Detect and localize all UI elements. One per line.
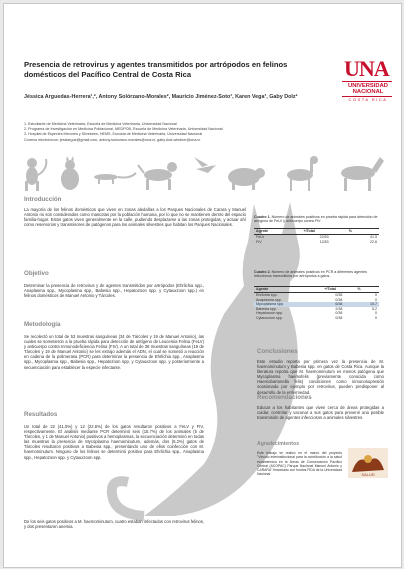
results-heading: Resultados: [24, 411, 58, 418]
table2-cell: Anaplasma spp.: [256, 297, 282, 302]
conclusions-text: Este estudio reporta por primera vez la presencia de M. haemominutum y Babesia spp. en gatos de Costa Rica. Aunque la literatura reporta que M. haemominutum es menos patógena que Mycoplasma haemofelis (previamente conocida como Haemobartonella felis) condiciones como inmunosupresión ocasionada por ejemplo por retrovirus, pueden predisponer al desarrollo de la enfermedad.: [257, 359, 384, 395]
methodology-heading: Metodología: [24, 321, 61, 328]
table1-cell: 22/53: [319, 235, 329, 240]
monkey-silhouette: [25, 158, 46, 191]
logo-rule-top: [342, 81, 392, 82]
table2-cell: 0: [375, 297, 377, 302]
deer-silhouette: [287, 156, 318, 191]
table1-cell: FIV: [256, 239, 262, 244]
table2-cell: Ehrlichia spp.: [256, 293, 278, 298]
table1-cell: 12/53: [319, 239, 329, 244]
logo-name-line1: UNIVERSIDAD: [348, 83, 388, 89]
table2-cell: 0/38: [335, 311, 343, 316]
table-row: [254, 239, 379, 244]
affiliation-list: [24, 122, 324, 143]
table2-cell: 5.2: [372, 306, 377, 311]
methodology-text: Se recolectó un total de 53 muestras sanguíneas (34 de Tárcoles y 19 de Manuel Antonio), las cuales se sometieron a la prueba rápida para detección de antígeno de Leucemia Felina (FeLV) y anticuerpo contra Inmunodeficiencia Felina (FIV). A un total de 38 muestras sanguíneas (19 de Tárcoles y 19 de Manuel Antonio) se les extrajo además el ADN, el cual se sometió a reacción en cadena de la polimerasa (PCR) para determinar la presencia de Ehrlichia spp., Anaplasma spp., Mycoplasma spp., Babesia spp., Hepatozoon spp. y Cytauxzoon spp. y posteriormente a secuenciación para establecer la especie infectante.: [24, 334, 204, 370]
results-text: Un total de 22 (41.5%) y 12 (22.6%) de los gatos resultaron positivos a FeLV y FIV, respectivamente. El análisis mediante PCR determinó seis (15.7%) de los animales (5 de Tárcoles, y 1 de Manuel Antonio) positivos a hemoplasmas, la secuenciación determinó en todas las muestras la presencia de Mycoplasma haemominutum, además, dos (5.2%) gatos de Tárcoles resultaron positivos a Babesia spp., presentando uno de ellos coinfección con M. haemominutum. Ninguno de los felinos se determinó positivo para Ehrlichia spp., Anaplasma spp., Hepatozoon spp. y Cytauxzoon spp.: [24, 424, 204, 460]
recommendations-text: Educar a los habitantes que viven cerca de áreas protegidas a cuidar, controlar y vacunar a sus gatos para prevenir una posible transmisión de agentes infecciosos a animales silvestres.: [257, 405, 384, 421]
table2-cell: 15.7: [355, 302, 379, 307]
affiliation-2: 2. Programa de Investigación en Medicina Poblacional, MEDPOB, Escuela de Medicina Veterinaria, Universidad Nacional: [24, 127, 223, 132]
sponsor-logo-text: SALUD: [361, 472, 375, 477]
table2: [254, 286, 379, 320]
table2-cell: Cytauxzoon spp.: [256, 316, 283, 321]
affiliation-3: 3. Hospital de Especies Menores y Silvestres, HEMS, Escuela de Medicina Veterinaria, Universidad Nacional: [24, 132, 203, 137]
table-row: [254, 316, 379, 321]
contact-emails: Correos electrónicos: jessiargue@gmail.com, antony.solorzano.morales@una.cr, gaby.dolz.wiedner@una.cr: [24, 137, 201, 142]
table1-header-percent: %: [347, 229, 379, 235]
recommendations-heading: Recomendaciones: [257, 394, 312, 401]
table2-header-percent: %: [355, 287, 379, 293]
table2-cell: 0: [375, 293, 377, 298]
logo-name-line2: NACIONAL: [352, 89, 384, 95]
logo-country: COSTA RICA: [348, 97, 388, 102]
bird-silhouette: [194, 157, 216, 173]
results-text-2: De los seis gatos positivos a M. haemominutum, cuatro estaban infectados con retrovirus felinos, y dos presentaron anemia.: [24, 519, 204, 530]
table2-caption-text: Número de animales positivos en PCR a diferentes agentes infecciosos transmitidos por artrópodos a gatos.: [254, 270, 367, 279]
horse-silhouette: [341, 157, 384, 191]
animal-silhouettes: [18, 151, 388, 193]
table2-cell: 6/38: [322, 302, 355, 307]
poster-page: [3, 3, 402, 568]
table2-header-agent: Agente: [254, 287, 322, 293]
acknowledgements-text: Este trabajo se realizó en el marco del proyecto "Vínculo interinstitucional para la contribución a la salud ecosistémica en la Áreas de Conservación Pacífico Central (ACOPAC) Parque Nacional Manuel Antonio y CARARA" financiado con fondos FIDA de la Universidad Nacional.: [257, 451, 342, 477]
intro-text: La mayoría de los felinos domésticos que viven en zonas aledañas a los Parques Nacionales de Carara y Manuel Antonio no son considerados como mascotas por la población humana, por lo que no se mantienen dentro del espacio familia-hogar. Estos gatos viven generalmente en la calle, pudiendo desplazarse a las zonas protegidas, y actuar ahí como reservorios y transmisores de patógenos para los animales silvestres que habitan los Parques Nacionales.: [24, 207, 246, 228]
table1: [254, 228, 379, 244]
table2-caption-label: Cuadro 2.: [254, 270, 271, 274]
objective-text: Determinar la presencia de retrovirus y de agentes transmitidos por artrópodos (Ehrlichia spp., Anaplasma spp., Mycoplasma spp., Babesia spp., Hepatozoon spp. y Cytauxzoon spp.) en felinos domésticos de Manuel Antonio y Tárcoles.: [24, 283, 204, 299]
table1-caption-text: Número de animales positivos en prueba rápida para detección de antígeno de FeLV y anticuerpo contra FIV.: [254, 215, 378, 224]
table2-cell: 0: [375, 311, 377, 316]
author-list: Jéssica Arguedas-Herrera¹,², Antony Solórzano-Morales², Mauricio Jiménez-Soto³, Karen Vega³, Gaby Dolz²: [24, 94, 298, 100]
acknowledgements-heading: Agradecimientos: [257, 441, 300, 447]
table2-cell: 0/38: [335, 316, 343, 321]
affiliation-1: 1. Estudiante de Medicina Veterinaria, Escuela de Medicina Veterinaria, Universidad Nacional: [24, 122, 177, 126]
dog-silhouette: [138, 162, 177, 190]
una-logo: [340, 56, 396, 112]
table2-cell: 2/38: [335, 306, 343, 311]
table1-cell: 41.5: [370, 235, 377, 240]
cat-silhouette: [61, 156, 79, 190]
table1-header-total: +/Total: [301, 229, 346, 235]
table2-header-total: +/Total: [322, 287, 355, 293]
table2-cell: Hepatozoon spp.: [256, 311, 284, 316]
table1-cell: FeLV: [256, 235, 265, 240]
table1-cell: 22.6: [370, 239, 377, 244]
sponsor-logo: [348, 448, 388, 478]
table2-cell: 0/38: [335, 297, 343, 302]
logo-acronym: UNA: [344, 56, 389, 81]
objective-heading: Objetivo: [24, 270, 49, 277]
conclusions-heading: Conclusiones: [257, 348, 298, 355]
intro-heading: Introducción: [24, 196, 62, 203]
table1-caption-label: Cuadro 1.: [254, 215, 271, 219]
poster-title: Presencia de retrovirus y agentes transmitidos por artrópodos en felinos domésticos del Pacífico Central de Costa Rica: [24, 60, 288, 79]
table2-cell: 0/38: [335, 293, 343, 298]
table1-caption: [254, 215, 379, 224]
lizard-silhouette: [94, 173, 136, 184]
table1-header-agent: Agente: [254, 229, 301, 235]
pig-silhouette: [228, 168, 265, 190]
table2-cell: 0: [375, 316, 377, 321]
table2-cell: Mycoplasma spp.: [254, 302, 322, 307]
table2-caption: [254, 270, 379, 279]
table2-cell: Babesia spp.: [256, 306, 277, 311]
